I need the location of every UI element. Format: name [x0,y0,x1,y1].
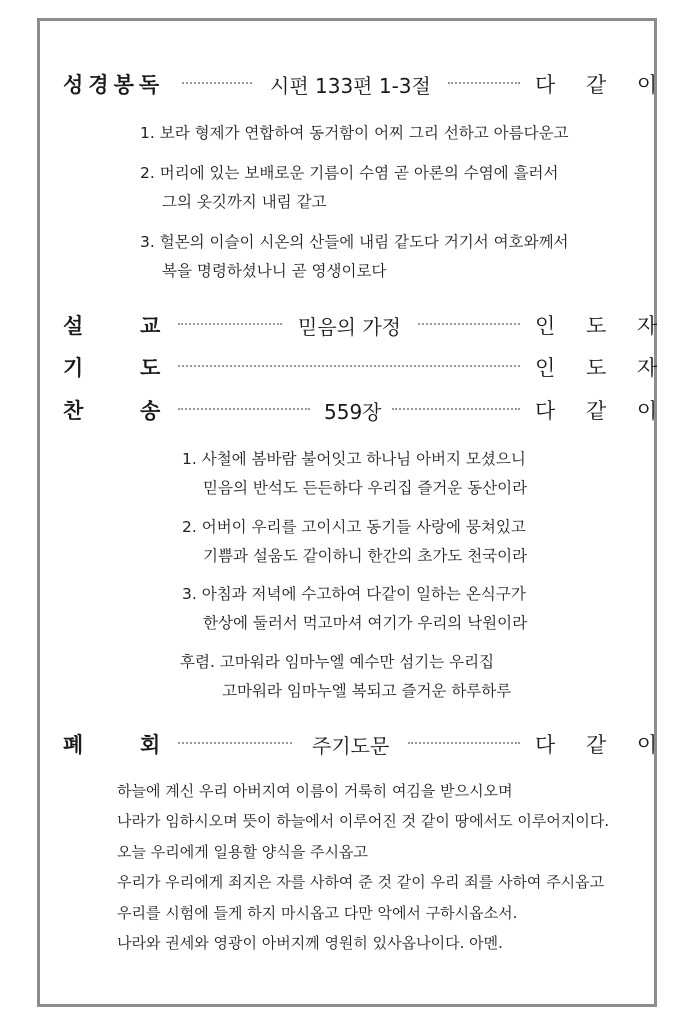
lords-prayer-line: 우리가 우리에게 죄지은 자를 사하여 준 것 같이 우리 죄를 사하여 주시옵고 [117,873,605,891]
hymn-line: 기쁨과 설움도 같이하니 한간의 초가도 천국이라 [203,547,528,565]
prayer-label-a: 기 [63,356,84,380]
hymn-line: 2. 어버이 우리를 고이시고 동기들 사랑에 뭉쳐있고 [182,518,526,536]
hymn-line: 3. 아침과 저녁에 수고하여 다같이 일하는 온식구가 [182,585,526,603]
reading-right: 다 같 이 [535,73,670,97]
sermon-right: 인 도 자 [535,314,670,338]
hymn-title: 559장 [324,400,382,424]
hymn-refrain: 후렴. 고마워라 임마누엘 예수만 섬기는 우리집 [180,653,495,671]
lords-prayer-line: 나라가 임하시오며 뜻이 하늘에서 이루어진 것 같이 땅에서도 이루어지이다. [117,812,610,830]
hymn-refrain: 고마워라 임마누엘 복되고 즐거운 하루하루 [222,682,512,700]
lords-prayer-line: 우리를 시험에 들게 하지 마시옵고 다만 악에서 구하시옵소서. [117,904,518,922]
closing-right: 다 같 이 [535,733,670,757]
leader-dots [392,408,520,410]
leader-dots [178,365,520,367]
closing-title: 주기도문 [312,734,390,758]
lords-prayer-line: 나라와 권세와 영광이 아버지께 영원히 있사옵나이다. 아멘. [117,934,503,952]
hymn-line: 믿음의 반석도 든든하다 우리집 즐거운 동산이라 [203,479,528,497]
sermon-title: 믿음의 가정 [298,315,401,339]
hymn-line: 1. 사철에 봄바람 불어잇고 하나님 아버지 모셨으니 [182,450,526,468]
verse-line: 3. 헐몬의 이슬이 시온의 산들에 내림 같도다 거기서 여호와께서 [140,233,569,251]
leader-dots [178,742,292,744]
lords-prayer-line: 오늘 우리에게 일용할 양식을 주시옵고 [117,843,368,861]
verse-line: 복을 명령하셨나니 곧 영생이로다 [162,262,387,280]
verse-line: 2. 머리에 있는 보배로운 기름이 수염 곧 아론의 수염에 흘러서 [140,164,559,182]
leader-dots [178,408,310,410]
leader-dots [418,323,520,325]
hymn-label-a: 찬 [63,399,84,423]
reading-label: 성경봉독 [63,73,165,97]
sermon-label-a: 설 [63,314,84,338]
leader-dots [182,82,252,84]
closing-label-b: 회 [140,733,161,757]
sermon-label-b: 교 [140,314,161,338]
hymn-label-b: 송 [140,399,161,423]
prayer-label-b: 도 [140,356,161,380]
prayer-right: 인 도 자 [535,356,670,380]
leader-dots [408,742,520,744]
verse-line: 그의 옷깃까지 내림 같고 [162,193,327,211]
leader-dots [178,323,282,325]
closing-label-a: 폐 [63,733,84,757]
hymn-line: 한상에 둘러서 먹고마셔 여기가 우리의 낙원이라 [203,614,528,632]
leader-dots [448,82,520,84]
verse-line: 1. 보라 형제가 연합하여 동거함이 어찌 그리 선하고 아름다운고 [140,124,569,142]
lords-prayer-line: 하늘에 계신 우리 아버지여 이름이 거룩히 여김을 받으시오며 [117,782,513,800]
hymn-right: 다 같 이 [535,399,670,423]
reading-title: 시편 133편 1-3절 [270,74,431,98]
